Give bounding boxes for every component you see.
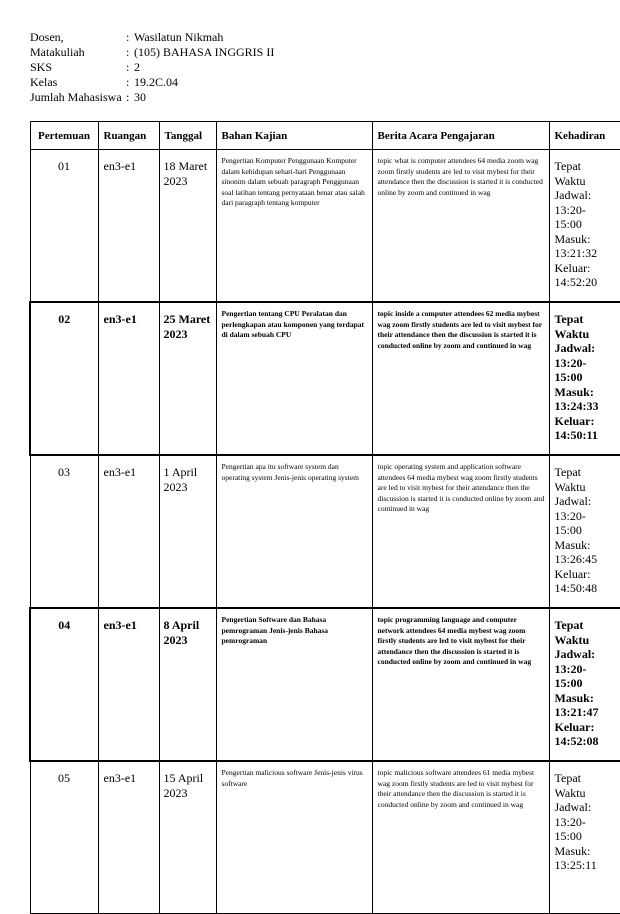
cell-bahan-kajian: Pengertian apa itu software system dan operating system Jenis-jenis operating system <box>216 455 372 608</box>
header-separator: : <box>126 90 134 105</box>
kehadiran-line: Masuk: <box>555 844 620 859</box>
kehadiran-line: Keluar: <box>555 261 620 276</box>
kehadiran-line: 14:50:11 <box>555 428 620 443</box>
header-separator: : <box>126 45 134 60</box>
kehadiran-line: 14:52:08 <box>555 734 620 749</box>
cell-ruangan: en3-e1 <box>98 608 159 761</box>
header-separator: : <box>126 75 134 90</box>
kehadiran-line: Tepat <box>555 465 620 480</box>
attendance-table <box>29 121 620 914</box>
header-row-dosen <box>30 30 274 45</box>
course-info-header <box>30 30 274 105</box>
header-label: Kelas <box>30 75 126 90</box>
kehadiran-line: Tepat <box>555 159 620 174</box>
header-value: (105) BAHASA INGGRIS II <box>134 45 274 60</box>
kehadiran-line: Waktu <box>555 327 620 342</box>
header-row-jumlah-mahasiswa <box>30 90 274 105</box>
cell-kehadiran <box>549 302 620 455</box>
cell-kehadiran <box>549 608 620 761</box>
kehadiran-line: Jadwal: <box>555 341 620 356</box>
cell-bahan-kajian: Pengertian tentang CPU Peralatan dan perlengkapan atau komponen yang terdapat di dalam sebuah CPU <box>216 302 372 455</box>
kehadiran-line: Waktu <box>555 633 620 648</box>
kehadiran-line: Tepat <box>555 771 620 786</box>
column-header-pertemuan: Pertemuan <box>30 122 98 150</box>
kehadiran-line: 13:24:33 <box>555 399 620 414</box>
header-value: 19.2C.04 <box>134 75 178 90</box>
header-value: 2 <box>134 60 140 75</box>
kehadiran-line: 15:00 <box>555 523 620 538</box>
kehadiran-line: 13:26:45 <box>555 552 620 567</box>
column-header-berita-acara: Berita Acara Pengajaran <box>372 122 549 150</box>
header-label: Dosen, <box>30 30 126 45</box>
kehadiran-line: Waktu <box>555 480 620 495</box>
kehadiran-line: 15:00 <box>555 676 620 691</box>
kehadiran-line: 14:50:48 <box>555 581 620 596</box>
table-row <box>30 608 620 761</box>
kehadiran-line: 15:00 <box>555 217 620 232</box>
cell-berita-acara: topic programming language and computer network attendees 64 media mybest wag zoom firstly students are led to visit mybest for their attendance then the discussion is started it is conducted online by zoom and continued in wag <box>372 608 549 761</box>
cell-bahan-kajian: Pengertian Komputer Penggunaan Komputer dalam kehidupan sehari-hari Penggunaan sinonim dalam sebuah paragraph Penggunaan soal latihan tentang pernyataan benar atau salah dari paragraph tentang komputer <box>216 150 372 303</box>
kehadiran-line: Masuk: <box>555 232 620 247</box>
header-row-kelas <box>30 75 274 90</box>
cell-tanggal: 18 Maret 2023 <box>159 150 216 303</box>
kehadiran-line: Waktu <box>555 174 620 189</box>
kehadiran-line: Masuk: <box>555 538 620 553</box>
kehadiran-line: 13:20- <box>555 662 620 677</box>
kehadiran-line: 13:21:47 <box>555 705 620 720</box>
header-label: Matakuliah <box>30 45 126 60</box>
kehadiran-line: 13:21:32 <box>555 246 620 261</box>
cell-kehadiran <box>549 761 620 914</box>
kehadiran-line: 13:20- <box>555 203 620 218</box>
column-header-bahan-kajian: Bahan Kajian <box>216 122 372 150</box>
cell-ruangan: en3-e1 <box>98 150 159 303</box>
cell-tanggal: 25 Maret 2023 <box>159 302 216 455</box>
cell-tanggal: 8 April 2023 <box>159 608 216 761</box>
cell-bahan-kajian: Pengertian malicious software Jenis-jenis virus software <box>216 761 372 914</box>
kehadiran-line: 14:52:20 <box>555 275 620 290</box>
kehadiran-line: 13:20- <box>555 815 620 830</box>
kehadiran-line: 13:25:11 <box>555 858 620 873</box>
table-header-row <box>30 122 620 150</box>
cell-pertemuan: 03 <box>30 455 98 608</box>
kehadiran-line: Tepat <box>555 618 620 633</box>
cell-berita-acara: topic operating system and application software attendees 64 media mybest wag zoom firstly students are led to visit mybest for their attendance then the discussion is started it is conducted online by zoom and continued in wag <box>372 455 549 608</box>
kehadiran-line: Jadwal: <box>555 647 620 662</box>
header-separator: : <box>126 60 134 75</box>
cell-tanggal: 15 April 2023 <box>159 761 216 914</box>
kehadiran-line: Tepat <box>555 312 620 327</box>
kehadiran-line: Masuk: <box>555 385 620 400</box>
column-header-kehadiran: Kehadiran <box>549 122 620 150</box>
kehadiran-line: Jadwal: <box>555 800 620 815</box>
kehadiran-line: Keluar: <box>555 720 620 735</box>
kehadiran-line: Jadwal: <box>555 188 620 203</box>
table-row <box>30 761 620 914</box>
kehadiran-line: Masuk: <box>555 691 620 706</box>
kehadiran-line: 15:00 <box>555 829 620 844</box>
cell-pertemuan: 01 <box>30 150 98 303</box>
cell-berita-acara: topic inside a computer attendees 62 media mybest wag zoom firstly students are led to visit mybest for their attendance then the discussion is started it is conducted online by zoom and continued in wag <box>372 302 549 455</box>
cell-kehadiran <box>549 150 620 303</box>
cell-ruangan: en3-e1 <box>98 302 159 455</box>
header-row-sks <box>30 60 274 75</box>
cell-kehadiran <box>549 455 620 608</box>
cell-ruangan: en3-e1 <box>98 455 159 608</box>
cell-berita-acara: topic what is computer attendees 64 media zoom wag zoom firstly students are led to visit mybest for their attendance then the discussion is started it is conducted online by zoom and continued in wag <box>372 150 549 303</box>
kehadiran-line: Keluar: <box>555 414 620 429</box>
attendance-table-wrapper <box>29 121 592 914</box>
kehadiran-line: Waktu <box>555 786 620 801</box>
kehadiran-line: Keluar: <box>555 567 620 582</box>
table-row <box>30 302 620 455</box>
header-label: SKS <box>30 60 126 75</box>
kehadiran-line: 15:00 <box>555 370 620 385</box>
cell-ruangan: en3-e1 <box>98 761 159 914</box>
cell-tanggal: 1 April 2023 <box>159 455 216 608</box>
table-row <box>30 150 620 303</box>
cell-bahan-kajian: Pengertian Software dan Bahasa pemrograman Jenis-jenis Bahasa pemrograman <box>216 608 372 761</box>
column-header-tanggal: Tanggal <box>159 122 216 150</box>
kehadiran-line: Jadwal: <box>555 494 620 509</box>
kehadiran-line: 13:20- <box>555 356 620 371</box>
column-header-ruangan: Ruangan <box>98 122 159 150</box>
cell-pertemuan: 02 <box>30 302 98 455</box>
cell-pertemuan: 04 <box>30 608 98 761</box>
cell-pertemuan: 05 <box>30 761 98 914</box>
cell-berita-acara: topic malicious software attendees 61 media mybest wag zoom firstly students are led to visit mybest for their attendance then the discussion is started it is conducted online by zoom and continued in wag <box>372 761 549 914</box>
header-value: Wasilatun Nikmah <box>134 30 223 45</box>
header-separator: : <box>126 30 134 45</box>
kehadiran-line: 13:20- <box>555 509 620 524</box>
header-value: 30 <box>134 90 146 105</box>
header-label: Jumlah Mahasiswa <box>30 90 126 105</box>
header-row-matakuliah <box>30 45 274 60</box>
table-row <box>30 455 620 608</box>
